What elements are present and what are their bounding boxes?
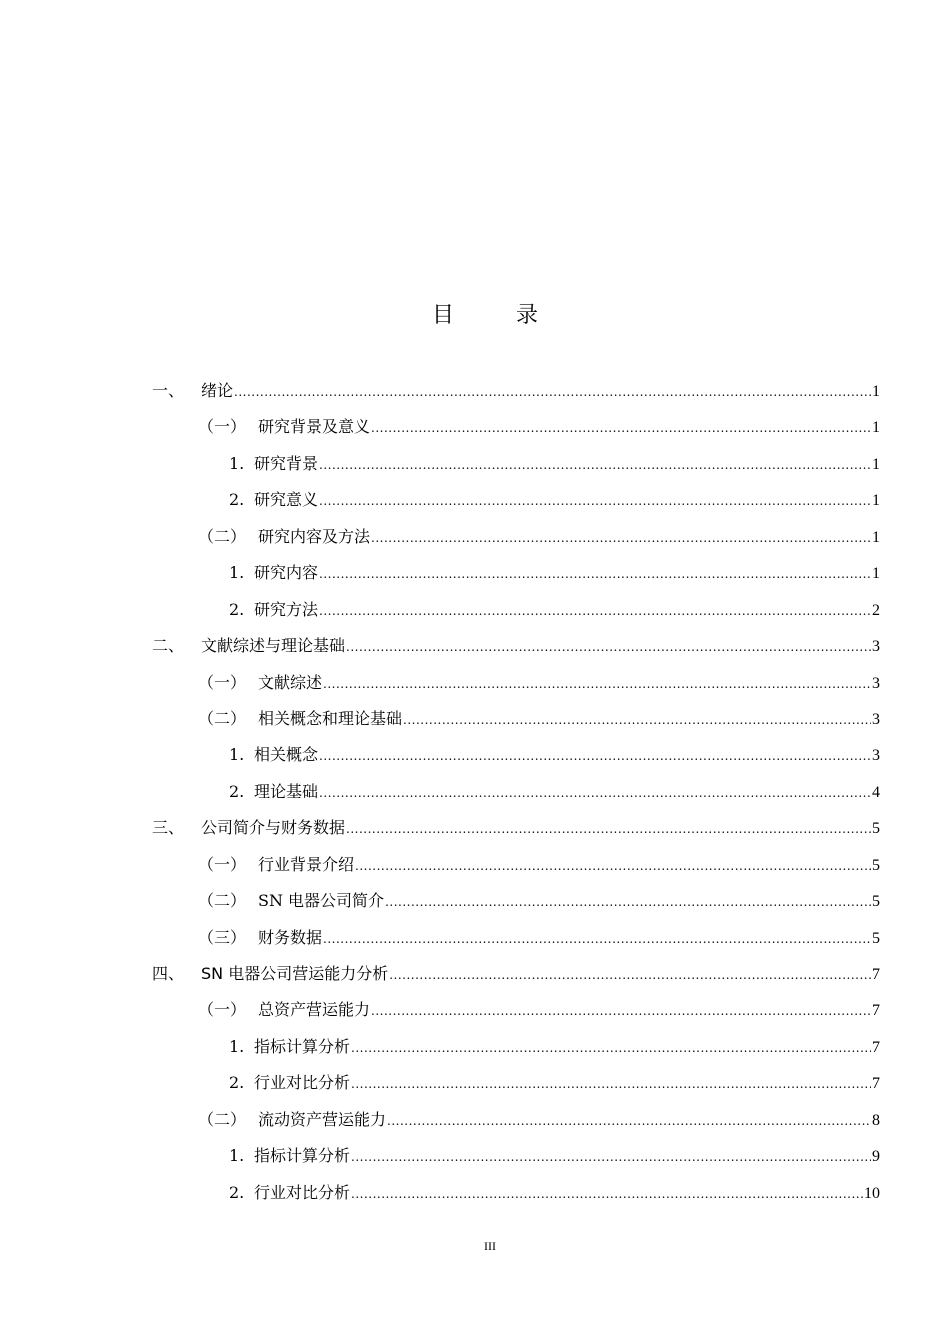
toc-entry-number: （二）	[198, 1109, 247, 1129]
toc-entry-page: 4	[872, 783, 880, 801]
toc-entry-number: 1.	[229, 563, 245, 583]
toc-entry-label: 文献综述	[258, 672, 323, 692]
dot-leader	[351, 1030, 871, 1066]
dot-leader	[385, 884, 871, 920]
toc-entry-page: 7	[872, 1038, 880, 1056]
toc-entry[interactable]	[152, 1175, 880, 1211]
page-number: III	[484, 1239, 496, 1253]
toc-entry[interactable]	[152, 519, 880, 555]
toc-entry-label: 财务数据	[258, 927, 323, 947]
toc-entry-number: 2.	[229, 599, 245, 619]
toc-entry[interactable]	[152, 1138, 880, 1174]
toc-entry-page: 7	[872, 1002, 880, 1020]
toc-entry-number: 2.	[229, 781, 245, 801]
toc-entry-label: 理论基础	[254, 781, 319, 801]
toc-entry[interactable]	[152, 810, 880, 846]
toc-entry-page: 1	[872, 565, 880, 583]
dot-leader	[319, 775, 871, 811]
toc-entry-label: 相关概念和理论基础	[258, 708, 403, 728]
toc-entry-page: 7	[872, 966, 880, 983]
toc-entry[interactable]	[152, 555, 880, 591]
toc-entry-label: 行业对比分析	[254, 1073, 351, 1093]
dot-leader	[351, 1066, 871, 1102]
toc-entry[interactable]	[152, 409, 880, 445]
toc-entry-page: 5	[872, 856, 880, 874]
dot-leader	[346, 629, 871, 665]
dot-leader	[323, 666, 871, 702]
toc-entry-page: 3	[872, 638, 880, 656]
dot-leader	[371, 993, 871, 1029]
toc-entry-label: SN 电器公司营运能力分析	[201, 964, 389, 983]
dot-leader	[234, 374, 871, 410]
toc-entry-label: 行业背景介绍	[258, 854, 355, 874]
toc-entry[interactable]	[152, 737, 880, 773]
dot-leader	[389, 957, 871, 993]
dot-leader	[319, 556, 871, 592]
toc-entry[interactable]	[152, 592, 880, 628]
toc-entry-number: 2.	[229, 490, 245, 510]
toc-entry[interactable]	[152, 482, 880, 518]
toc-entry-page: 1	[872, 419, 880, 437]
toc-entry[interactable]	[152, 920, 880, 956]
toc-entry-page: 1	[872, 383, 880, 400]
dot-leader	[355, 848, 871, 884]
table-of-contents	[152, 373, 880, 1211]
toc-entry-page: 8	[872, 1111, 880, 1129]
toc-entry-number: 1.	[229, 453, 245, 473]
toc-entry-label: 研究背景	[254, 453, 319, 473]
toc-entry-number: （一）	[198, 1000, 247, 1020]
dot-leader	[319, 447, 871, 483]
toc-entry-number: （一）	[198, 854, 247, 874]
toc-entry[interactable]	[152, 1102, 880, 1138]
toc-entry-label: 相关概念	[254, 745, 319, 765]
toc-entry-number: 1.	[229, 745, 245, 765]
toc-entry-number: 二、	[152, 636, 185, 656]
toc-entry-page: 1	[872, 492, 880, 510]
toc-entry-label: SN 电器公司简介	[258, 891, 385, 911]
toc-entry-number: 一、	[152, 381, 185, 400]
toc-entry-label: 研究背景及意义	[258, 417, 371, 437]
toc-entry-page: 1	[872, 455, 880, 473]
toc-entry-label: 总资产营运能力	[258, 1000, 371, 1020]
dot-leader	[371, 520, 871, 556]
toc-entry-page: 9	[872, 1148, 880, 1166]
toc-entry[interactable]	[152, 847, 880, 883]
toc-entry-page: 1	[872, 528, 880, 546]
toc-entry-number: 2.	[229, 1073, 245, 1093]
toc-entry-page: 5	[872, 893, 880, 911]
toc-entry[interactable]	[152, 701, 880, 737]
dot-leader	[319, 593, 871, 629]
toc-entry[interactable]	[152, 992, 880, 1028]
toc-entry-number: 1.	[229, 1146, 245, 1166]
dot-leader	[319, 738, 871, 774]
toc-entry[interactable]	[152, 1029, 880, 1065]
toc-entry-number: （二）	[198, 526, 247, 546]
toc-entry-label: 行业对比分析	[254, 1182, 351, 1202]
toc-entry[interactable]	[152, 628, 880, 664]
toc-entry-number: （一）	[198, 672, 247, 692]
toc-entry-label: 研究内容	[254, 563, 319, 583]
toc-entry-page: 3	[872, 674, 880, 692]
toc-entry-number: 1.	[229, 1036, 245, 1056]
toc-entry-page: 3	[872, 747, 880, 765]
toc-entry-label: 研究内容及方法	[258, 526, 371, 546]
toc-entry[interactable]	[152, 665, 880, 701]
toc-entry-label: 指标计算分析	[254, 1036, 351, 1056]
toc-entry-label: 研究方法	[254, 599, 319, 619]
toc-entry-number: （二）	[198, 891, 247, 911]
toc-entry-number: 三、	[152, 818, 185, 838]
toc-entry-number: 2.	[229, 1182, 245, 1202]
toc-entry-page: 5	[872, 929, 880, 947]
toc-entry-label: 文献综述与理论基础	[201, 636, 346, 656]
toc-entry-number: （二）	[198, 708, 247, 728]
toc-entry-label: 研究意义	[254, 490, 319, 510]
page-title: 目 录	[431, 303, 558, 328]
toc-entry-page: 3	[872, 710, 880, 728]
toc-entry-page: 5	[872, 820, 880, 838]
dot-leader	[323, 921, 871, 957]
toc-entry-label: 流动资产营运能力	[258, 1109, 387, 1129]
dot-leader	[346, 811, 871, 847]
toc-entry[interactable]	[152, 1065, 880, 1101]
toc-entry[interactable]	[152, 774, 880, 810]
dot-leader	[351, 1139, 871, 1175]
dot-leader	[319, 483, 871, 519]
dot-leader	[403, 702, 871, 738]
dot-leader	[351, 1176, 863, 1212]
toc-entry[interactable]	[152, 956, 880, 992]
toc-entry-page: 10	[864, 1184, 880, 1202]
toc-entry-number: 四、	[152, 964, 185, 983]
toc-entry-label: 指标计算分析	[254, 1146, 351, 1166]
dot-leader	[387, 1103, 871, 1139]
toc-entry[interactable]	[152, 883, 880, 919]
toc-entry-number: （三）	[198, 927, 247, 947]
toc-entry[interactable]	[152, 446, 880, 482]
toc-entry-number: （一）	[198, 417, 247, 437]
toc-entry-label: 绪论	[201, 381, 234, 400]
toc-entry-label: 公司简介与财务数据	[201, 818, 346, 838]
toc-entry[interactable]	[152, 373, 880, 409]
dot-leader	[371, 410, 871, 446]
toc-entry-page: 2	[872, 601, 880, 619]
toc-entry-page: 7	[872, 1075, 880, 1093]
